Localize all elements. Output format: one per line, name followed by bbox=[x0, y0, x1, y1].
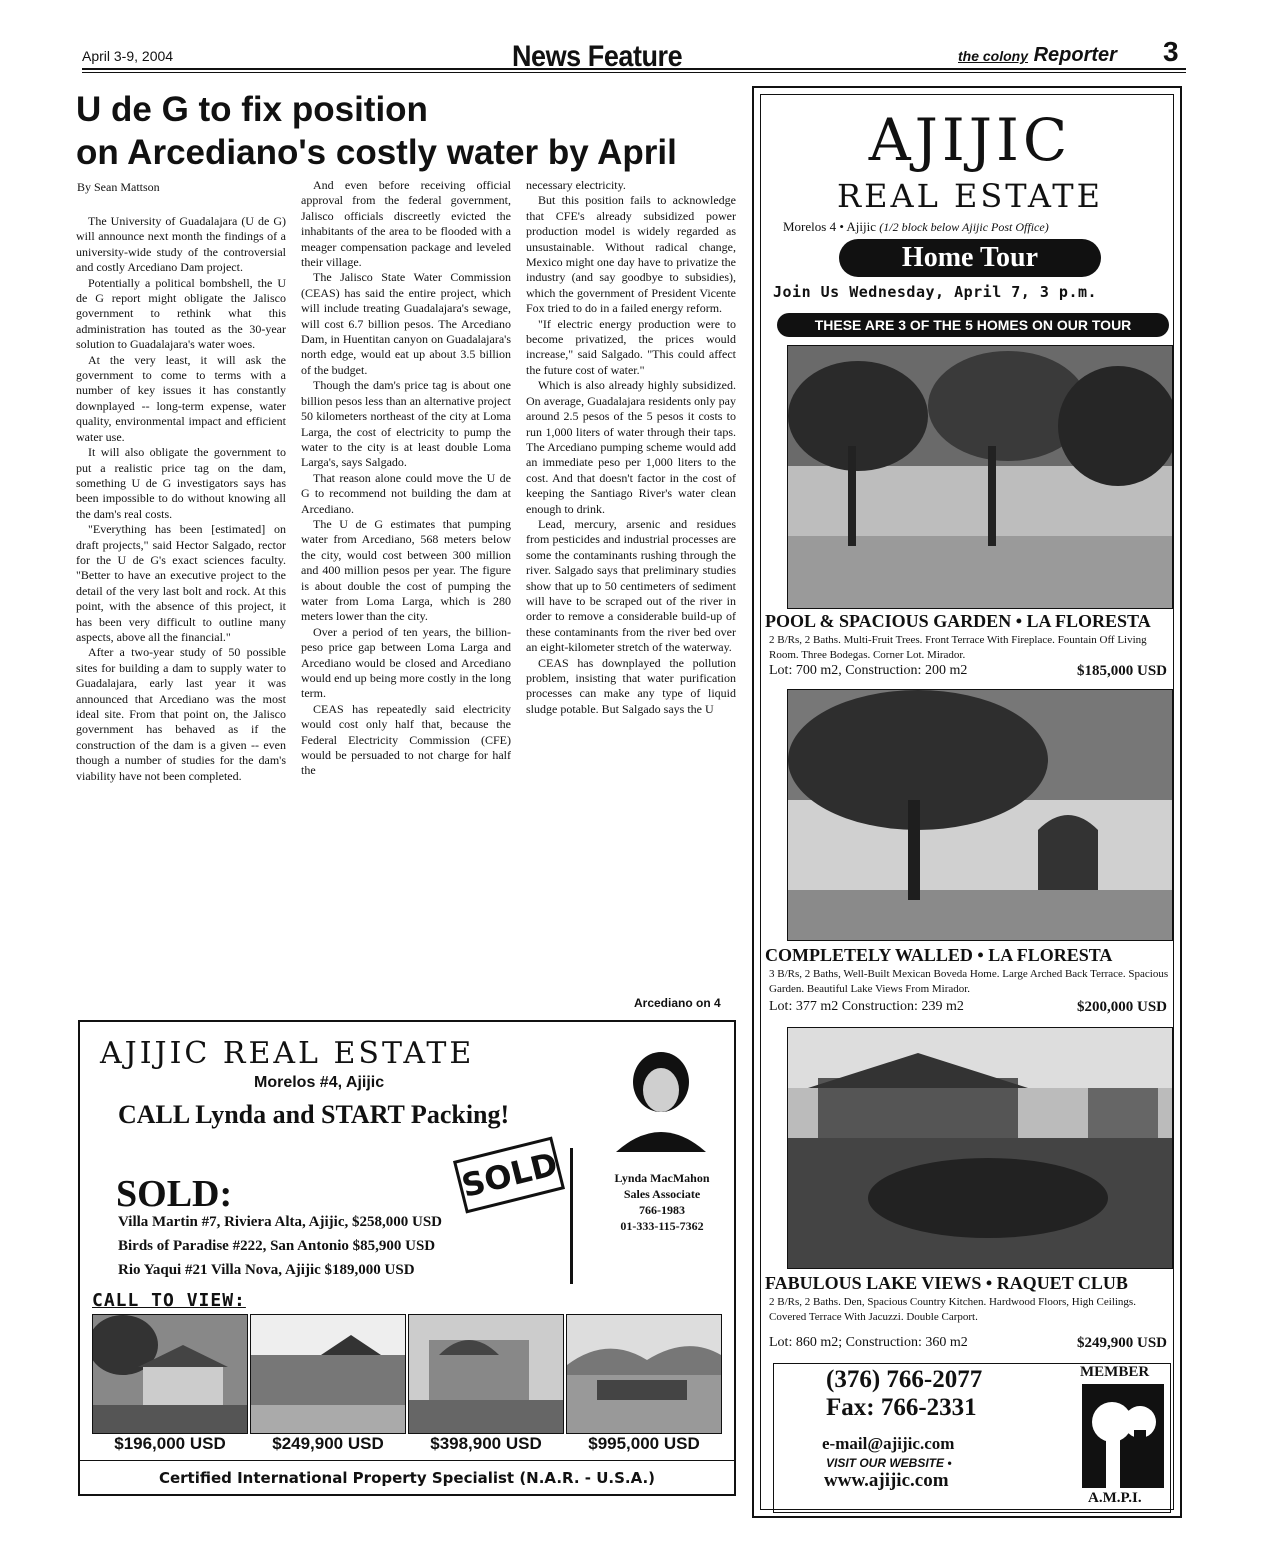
agent-title: Sales Associate bbox=[623, 1187, 701, 1201]
paragraph: Over a period of ten years, the billion-peso price gap between Loma Larga and Arcediano would be closed and Arcediano would end up being more costly in the long term. bbox=[301, 624, 511, 701]
sold-item: Villa Martin #7, Riviera Alta, Ajijic, $258,000 USD bbox=[118, 1214, 442, 1230]
property-photo bbox=[566, 1314, 722, 1434]
listing-desc-1: 2 B/Rs, 2 Baths. Multi-Fruit Trees. Front Terrace With Fireplace. Fountain Off Living Room. Three Bodegas. Corner Lot. Mirador. bbox=[769, 634, 1147, 661]
paragraph: And even before receiving official approval from the federal government, Jalisco officials discreetly evicted the inhabitants of the area to be flooded with a meager compensation package and leveled their village. bbox=[301, 178, 511, 270]
agent-phone-alt: 01-333-115-7362 bbox=[620, 1219, 704, 1233]
walled-house-image bbox=[788, 690, 1172, 940]
listing-price-3: $249,900 USD bbox=[1076, 1335, 1167, 1351]
byline: By Sean Mattson bbox=[77, 180, 160, 194]
listing-photo-2 bbox=[787, 689, 1173, 941]
ad-address bbox=[783, 219, 1183, 235]
paragraph: At the very least, it will ask the government to come to terms with a number of key issues it has constantly downplayed -- long-term expense, water quality, environmental impact and efficient water use. bbox=[76, 352, 286, 444]
paragraph: But this position fails to acknowledge that CFE's already subsidized power production model is widely regarded as unsustainable. Without radical change, Mexico might one day have to privatize the industry (and say goodbye to subsidies), which the government of President Vicente Fox tried to do in a failed energy reform. bbox=[526, 193, 736, 316]
paragraph: That reason alone could move the U de G to recommend not building the dam at Arcediano. bbox=[301, 470, 511, 516]
agent-name: Lynda MacMahon bbox=[614, 1171, 710, 1185]
agent-info bbox=[604, 1170, 720, 1234]
issue-date: April 3-9, 2004 bbox=[82, 48, 174, 64]
paragraph: Lead, mercury, arsenic and residues from pesticides and industrial processes are some the contaminants rushing through the river. Salgado says that preliminary studies show that up to 50 centimeters of sediment will have to be scraped out of the river in order to remove a considerable build-up of these contaminants from the river bed over an eight-kilometer stretch of the waterway. bbox=[526, 516, 736, 655]
call-to-view: CALL TO VIEW: bbox=[92, 1290, 246, 1311]
listing-photo-1 bbox=[787, 345, 1173, 609]
ajijic-real-estate-ad bbox=[752, 86, 1182, 1518]
brand-subtitle: REAL ESTATE bbox=[837, 177, 1103, 215]
headline-line-1: U de G to fix position bbox=[76, 90, 428, 129]
article-column-2 bbox=[301, 178, 511, 779]
paragraph: Which is also already highly subsidized. On average, Guadalajara residents only pay around 2.5 pesos of the 5 pesos it costs to run 1,000 liters of water through their taps. The Arcediano pumping scheme would add an immediate peso per 1,000 liters to the cost. And that doesn't factor in the cost of keeping the Santiago River's water clean enough to drink. bbox=[526, 378, 736, 516]
paper-name bbox=[958, 44, 1117, 67]
property-photo bbox=[408, 1314, 564, 1434]
property-image bbox=[251, 1315, 405, 1433]
header-rule-thin bbox=[82, 72, 1186, 73]
email-address: e-mail@ajijic.com bbox=[822, 1434, 955, 1453]
paper-prefix: the colony bbox=[958, 48, 1029, 64]
article-headline bbox=[76, 88, 736, 174]
sign-post bbox=[570, 1148, 573, 1284]
certification-line: Certified International Property Specialist (N.A.R. - U.S.A.) bbox=[80, 1460, 734, 1495]
paragraph: Though the dam's price tag is about one billion pesos less than an alternative project 50 kilometers northeast of the city at Loma Larga, the cost of electricity to pump the water to the city is at least double Loma Larga's, says Salgado. bbox=[301, 378, 511, 470]
property-image bbox=[93, 1315, 247, 1433]
paragraph: CEAS has downplayed the pollution problem, insisting that water purification processes can make any type of liquid sludge potable. But Salgado says the U bbox=[526, 655, 736, 716]
agent-phone: 766-1983 bbox=[639, 1203, 685, 1217]
garden-house-image bbox=[788, 346, 1172, 608]
paragraph: The University of Guadalajara (U de G) will announce next month the findings of a university-wide study of the controversial and costly Arcediano Dam project. bbox=[76, 214, 286, 275]
paper-title: Reporter bbox=[1033, 44, 1117, 66]
website-url: www.ajijic.com bbox=[824, 1470, 949, 1491]
listing-photo-3 bbox=[787, 1027, 1173, 1269]
agent-portrait bbox=[606, 1042, 716, 1152]
property-price: $196,000 USD bbox=[114, 1434, 226, 1453]
property-price: $995,000 USD bbox=[588, 1434, 700, 1453]
contact-box bbox=[773, 1363, 1171, 1513]
page-number: 3 bbox=[1163, 36, 1179, 67]
property-price: $398,900 USD bbox=[430, 1434, 542, 1453]
listing-title-1: POOL & SPACIOUS GARDEN • LA FLORESTA bbox=[765, 611, 1151, 631]
paragraph: "Everything has been [estimated] on draft projects," said Hector Salgado, rector for the U de G's exact sciences faculty. "Better to have an executive project to the detail of the very last bolt and rock. At this point, with the absence of this project, it has been very difficult to outline many aspects, above all the financial." bbox=[76, 522, 286, 644]
phone-number: (376) 766-2077 bbox=[826, 1366, 983, 1393]
listing-desc-2: 3 B/Rs, 2 Baths, Well-Built Mexican Boveda Home. Large Arched Back Terrace. Spacious Garden. Beautiful Lake Views From Mirador. bbox=[769, 968, 1169, 995]
paragraph: The Jalisco State Water Commission (CEAS) has said the entire project, which will include treating Guadalajara's sewage, will cost 6.7 billion pesos. The Arcediano Dam, in Huentitan canyon on Guadalajara's north edge, would eat up about 3.5 billion of the budget. bbox=[301, 270, 511, 377]
headline-line-2: on Arcediano's costly water by April bbox=[76, 133, 677, 172]
listing-title-2: COMPLETELY WALLED • LA FLORESTA bbox=[765, 945, 1113, 965]
paragraph: necessary electricity. bbox=[526, 178, 626, 192]
visit-website-label: VISIT OUR WEBSITE • bbox=[826, 1456, 952, 1470]
brand-name: AJIJIC bbox=[868, 106, 1072, 174]
property-photo bbox=[250, 1314, 406, 1434]
listing-lot-1: Lot: 700 m2, Construction: 200 m2 bbox=[769, 663, 968, 678]
property-photo bbox=[92, 1314, 248, 1434]
ampi-logo-icon bbox=[1082, 1384, 1164, 1488]
home-tour-badge: Home Tour bbox=[839, 239, 1101, 277]
listing-price-1: $185,000 USD bbox=[1076, 663, 1167, 679]
header-rule bbox=[82, 68, 1186, 70]
listing-price-2: $200,000 USD bbox=[1076, 999, 1167, 1015]
article-column-1 bbox=[76, 214, 286, 784]
sold-item: Rio Yaqui #21 Villa Nova, Ajijic $189,000 USD bbox=[118, 1262, 415, 1278]
ampi-label: A.M.P.I. bbox=[1088, 1490, 1142, 1506]
paragraph: It will also obligate the government to put a realistic price tag on the dam, something U de G investigators says has been impossible to do without knowing all the dam's real costs. bbox=[76, 445, 286, 521]
listing-title-3: FABULOUS LAKE VIEWS • RAQUET CLUB bbox=[765, 1273, 1128, 1293]
sold-listings-ad bbox=[78, 1020, 736, 1496]
ad-inner-frame bbox=[760, 94, 1174, 1510]
listing-lot-3: Lot: 860 m2; Construction: 360 m2 bbox=[769, 1335, 968, 1350]
call-headline: CALL Lynda and START Packing! bbox=[118, 1100, 510, 1129]
property-price: $249,900 USD bbox=[272, 1434, 384, 1453]
ad-address: Morelos #4, Ajijic bbox=[254, 1074, 385, 1091]
tour-banner: THESE ARE 3 OF THE 5 HOMES ON OUR TOUR bbox=[777, 313, 1169, 337]
property-image bbox=[567, 1315, 721, 1433]
continued-jump: Arcediano on 4 bbox=[634, 996, 721, 1010]
paragraph: After a two-year study of 50 possible sites for building a dam to supply water to Guadalajara, early last year it was announced that Arcediano was the most ideal site. From that point on, the Jalisco government has behaved as if the construction of the dam is a given -- even though a number of studies for the dam's viability have not been completed. bbox=[76, 645, 286, 783]
article-column-3 bbox=[526, 178, 736, 717]
fax-number: Fax: 766-2331 bbox=[826, 1394, 977, 1421]
lake-view-house-image bbox=[788, 1028, 1172, 1268]
brand-name: AJIJIC REAL ESTATE bbox=[100, 1036, 475, 1071]
sold-stamp: SOLD bbox=[453, 1136, 565, 1213]
listing-desc-3: 2 B/Rs, 2 Baths. Den, Spacious Country Kitchen. Hardwood Floors, High Ceilings. Covered Terrace With Jacuzzi. Double Carport. bbox=[769, 1296, 1136, 1323]
tour-date: Join Us Wednesday, April 7, 3 p.m. bbox=[773, 283, 1098, 301]
address-note: (1/2 block below Ajijic Post Office) bbox=[879, 220, 1049, 234]
section-title: News Feature bbox=[512, 40, 683, 73]
paragraph: Potentially a political bombshell, the U de G report might obligate the Jalisco government to rethink what this administration has touted as the 30-year solution to Guadalajara's water woes. bbox=[76, 275, 286, 352]
sold-label: SOLD: bbox=[116, 1173, 233, 1215]
member-label: MEMBER bbox=[1080, 1364, 1150, 1380]
address-text: Morelos 4 • Ajijic bbox=[783, 219, 877, 234]
sold-item: Birds of Paradise #222, San Antonio $85,900 USD bbox=[118, 1238, 436, 1254]
paragraph: CEAS has repeatedly said electricity would cost only half that, because the Federal Electricity Commission (CFE) would be persuaded to not charge for half the bbox=[301, 701, 511, 778]
paragraph: "If electric energy production were to become privatized, the prices would increase," said Salgado. "This could affect the future cost of water." bbox=[526, 316, 736, 377]
paragraph: The U de G estimates that pumping water from Arcediano, 568 meters below the city, would cost between 300 million and 400 million pesos per year. The figure is about double the cost of pumping the water from Loma Larga, which is 280 meters lower than the city. bbox=[301, 516, 511, 624]
property-image bbox=[409, 1315, 563, 1433]
listing-lot-2: Lot: 377 m2 Construction: 239 m2 bbox=[769, 999, 964, 1014]
